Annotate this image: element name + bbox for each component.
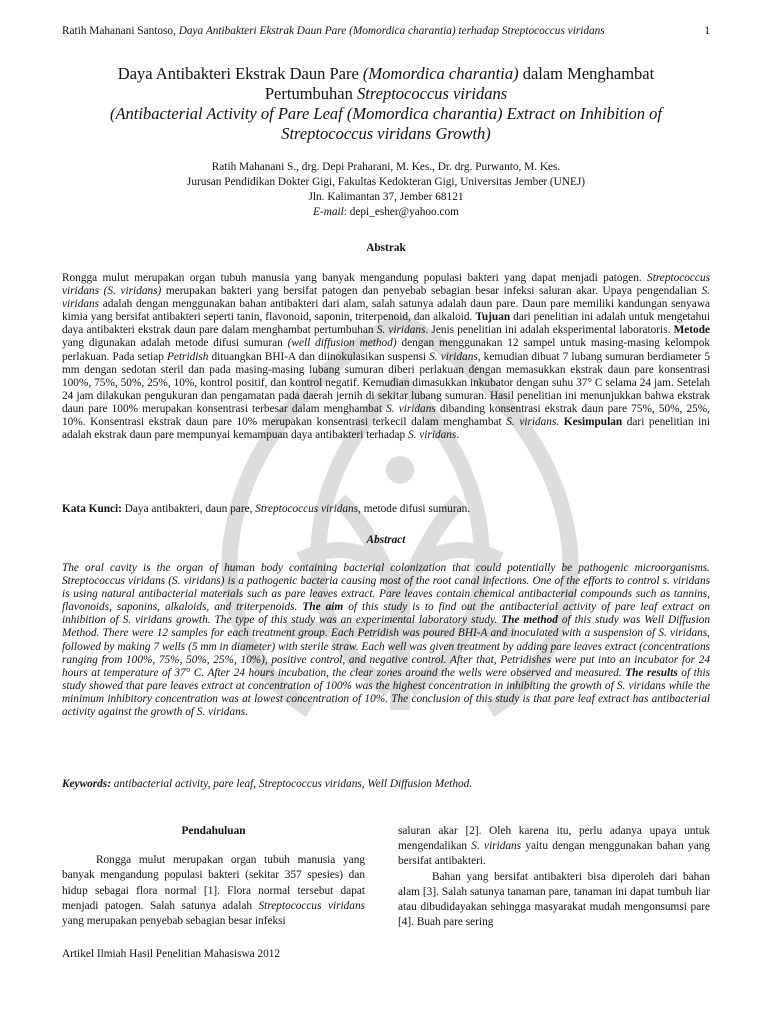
keywords: Keywords: antibacterial activity, pare leaf, Streptococcus viridans, Well Diffusion Method. — [62, 778, 473, 790]
author-email: E-mail: depi_esher@yahoo.com — [313, 206, 459, 218]
intro-paragraph: Rongga mulut merupakan organ tubuh manusia yang banyak mengandung populasi bakteri (sekitar 357 spesies) dan hidup sebagai flora normal [1]. Flora normal tersebut dapat menjadi patogen. Salah satunya adalah Streptococcus viridans yang merupakan penyebab sebagian besar infeksi — [62, 854, 365, 928]
title-id-line-2: Pertumbuhan Streptococcus viridans — [264, 84, 508, 103]
title-en-line-2: Streptococcus viridans Growth) — [281, 124, 491, 143]
left-column — [62, 824, 365, 929]
running-header — [62, 24, 710, 38]
title-id-line-1: Daya Antibakteri Ekstrak Daun Pare (Momordica charantia) dalam Menghambat — [117, 64, 655, 83]
page-number: 1 — [704, 25, 710, 37]
author-affiliation: Jurusan Pendidikan Dokter Gigi, Fakultas Kedokteran Gigi, Universitas Jember (UNEJ) — [186, 176, 586, 188]
running-header-title: Daya Antibakteri Ekstrak Daun Pare (Momordica charantia) terhadap Streptococcus viridans — [178, 25, 605, 37]
kata-kunci: Kata Kunci: Daya antibakteri, daun pare, Streptococcus viridans, metode difusi sumuran. — [62, 503, 471, 515]
page-footer: Artikel Ilmiah Hasil Penelitian Mahasiswa 2012 — [62, 948, 281, 960]
author-block — [62, 160, 710, 220]
author-names: Ratih Mahanani S., drg. Depi Praharani, M. Kes., Dr. drg. Purwanto, M. Kes. — [211, 161, 561, 173]
title-en-line-1: (Antibacterial Activity of Pare Leaf (Momordica charantia) Extract on Inhibition of — [109, 104, 663, 123]
abstract-text: The oral cavity is the organ of human body containing bacterial colonization that could potentially be pathogenic microorganisms. Streptococcus viridans (S. viridans) is a pathogenic bacteria causing most of the root canal infections. One of the efforts to control s. viridans is using natural antibacterial materials such as pare leaves extract. Pare leaves contain chemical antibacterial compounds such as tannins, flavonoids, saponins, alkaloids, and triterpenoids. The aim of this study is to find out the antibacterial activity of pare leaf extract on inhibition of S. viridans growth. The type of this study was an experimental laboratory study. The method of this study was Well Diffusion Method. There were 12 samples for each treatment group. Each Petridish was poured BHI-A and inoculated with a suspension of S. viridans, followed by making 7 wells (5 mm in diameter) with sterile straw. Each well was given treatment by adding pare leaves extract (concentrations ranging from 100%, 75%, 50%, 25%, 10%), positive control, and negative control. After that, Petridishes were put into an incubator for 24 hours at temperature of 37° C. After 24 hours incubation, the clear zones around the wells were observed and measured. The results of this study showed that pare leaves extract at concentration of 100% was the highest concentration in inhibiting the growth of S. viridans while the minimum inhibitory concentration was at lowest concentration of 10%. The conclusion of this study is that pare leaf extract has antibacterial activity against the growth of S. viridans. — [62, 562, 711, 719]
paper-title — [62, 64, 710, 144]
abstract-heading: Abstract — [366, 534, 406, 546]
right-paragraph-2: Bahan yang bersifat antibakteri bisa diperoleh dari bahan alam [3]. Salah satunya tanaman pare, tanaman ini dapat tumbuh liar atau dibudidayakan sehingga masyarakat mudah mengonsumsi pare [4]. Buah pare sering — [398, 870, 710, 929]
right-column — [398, 824, 710, 930]
abstrak-text: Rongga mulut merupakan organ tubuh manusia yang banyak mengandung populasi bakteri yang dapat menjadi patogen. Streptococcus viridans (S. viridans) merupakan bakteri yang bersifat patogen dan penyebab sebagian besar infeksi saluran akar. Upaya pengendalian S. viridans adalah dengan menggunakan bahan antibakteri dari alam, salah satunya adalah daun pare. Daun pare memiliki kandungan senyawa kimia yang bersifat antibakteri seperti tanin, flavonoid, saponin, triterpenoid, dan alkaloid. Tujuan dari penelitian ini adalah untuk mengetahui daya antibakteri ekstrak daun pare dalam menghambat pertumbuhan S. viridans. Jenis penelitian ini adalah eksperimental laboratoris. Metode yang digunakan adalah metode difusi sumuran (well diffusion method) dengan menggunakan 12 sampel untuk masing-masing kelompok perlakuan. Pada setiap Petridish dituangkan BHI-A dan diinokulasikan suspensi S. viridans, kemudian dibuat 7 lubang sumuran berdiameter 5 mm dengan sedotan steril dan pada masing-masing lubang sumuran diberi perlakuan dengan memasukkan ekstrak daun pare konsentrasi 100%, 75%, 50%, 25%, 10%, kontrol positif, dan kontrol negatif. Kemudian dimasukkan inkubator dengan suhu 37° C selama 24 jam. Setelah 24 jam dilakukan pengukuran dan pengamatan pada daerah jernih di sekitar lubang sumuran. Hasil penelitian ini menunjukkan bahwa ekstrak daun pare 100% merupakan konsentrasi terbesar dalam menghambat S. viridans dibanding konsentrasi ekstrak daun pare 75%, 50%, 25%, 10%. Konsentrasi ekstrak daun pare 10% merupakan konsentrasi terkecil dalam menghambat S. viridans. Kesimpulan dari penelitian ini adalah ekstrak daun pare mempunyai kemampuan daya antibakteri terhadap S. viridans. — [62, 272, 711, 442]
abstrak-heading: Abstrak — [366, 242, 406, 254]
right-paragraph-1: saluran akar [2]. Oleh karena itu, perlu adanya upaya untuk mengendalikan S. viridans yaitu dengan menggunakan bahan yang bersifat antibakteri. — [398, 825, 711, 868]
section-heading-pendahuluan: Pendahuluan — [181, 825, 246, 837]
running-header-author: Ratih Mahanani Santoso, — [62, 25, 179, 37]
author-address: Jln. Kalimantan 37, Jember 68121 — [308, 191, 464, 203]
